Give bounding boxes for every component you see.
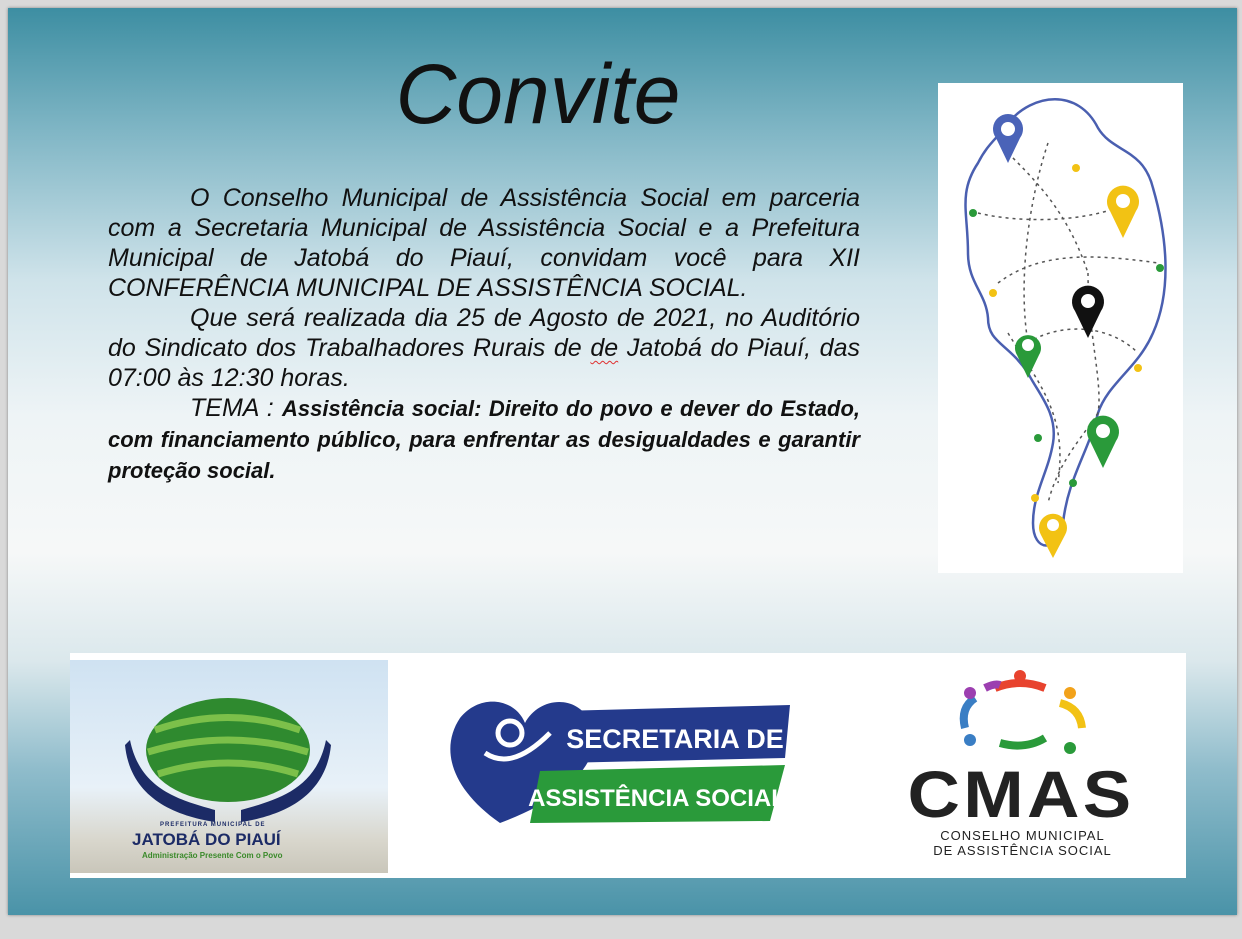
theme-text: Assistência social: Direito do povo e dever do Estado, com financiamento público, para enfrentar as desigualdades e garantir proteção social. <box>108 396 860 483</box>
prefeitura-logo <box>70 660 388 873</box>
cmas-logo <box>870 668 1170 868</box>
secretaria-heart-icon <box>440 693 790 838</box>
paragraph-date-location: Que será realizada dia 25 de Agosto de 2021, no Auditório do Sindicato dos Trabalhadores Rurais de de Jatobá do Piauí, das 07:00 às 12:30 horas. <box>108 304 860 392</box>
theme-label: TEMA : <box>190 394 283 422</box>
secretaria-line1: SECRETARIA DE <box>566 724 784 754</box>
invitation-body <box>108 183 860 486</box>
brazil-map-image <box>938 83 1183 573</box>
paragraph-intro: O Conselho Municipal de Assistência Social em parceria com a Secretaria Municipal de Assistência Social e a Prefeitura Municipal de Jatobá do Piauí, convidam você para XII CONFERÊNCIA MUNICIPAL DE ASSISTÊNCIA SOCIAL. <box>108 184 860 302</box>
invitation-slide <box>8 8 1237 915</box>
logos-bar <box>70 653 1186 878</box>
cmas-subtitle-line2: DE ASSISTÊNCIA SOCIAL <box>933 843 1112 858</box>
secretaria-logo <box>440 693 790 838</box>
page-title: Convite <box>395 47 681 141</box>
cmas-title: CMAS <box>907 757 1135 831</box>
prefeitura-name: JATOBÁ DO PIAUÍ <box>132 830 281 849</box>
paragraph-theme <box>108 393 860 486</box>
spellcheck-word: de <box>590 334 619 362</box>
secretaria-line2: ASSISTÊNCIA SOCIAL <box>528 785 786 812</box>
prefeitura-label: PREFEITURA MUNICIPAL DE <box>160 822 266 828</box>
people-circle-icon <box>870 668 1170 758</box>
brazil-map-icon <box>938 83 1183 573</box>
cmas-subtitle-line1: CONSELHO MUNICIPAL <box>940 828 1105 843</box>
prefeitura-slogan: Administração Presente Com o Povo <box>142 851 283 860</box>
